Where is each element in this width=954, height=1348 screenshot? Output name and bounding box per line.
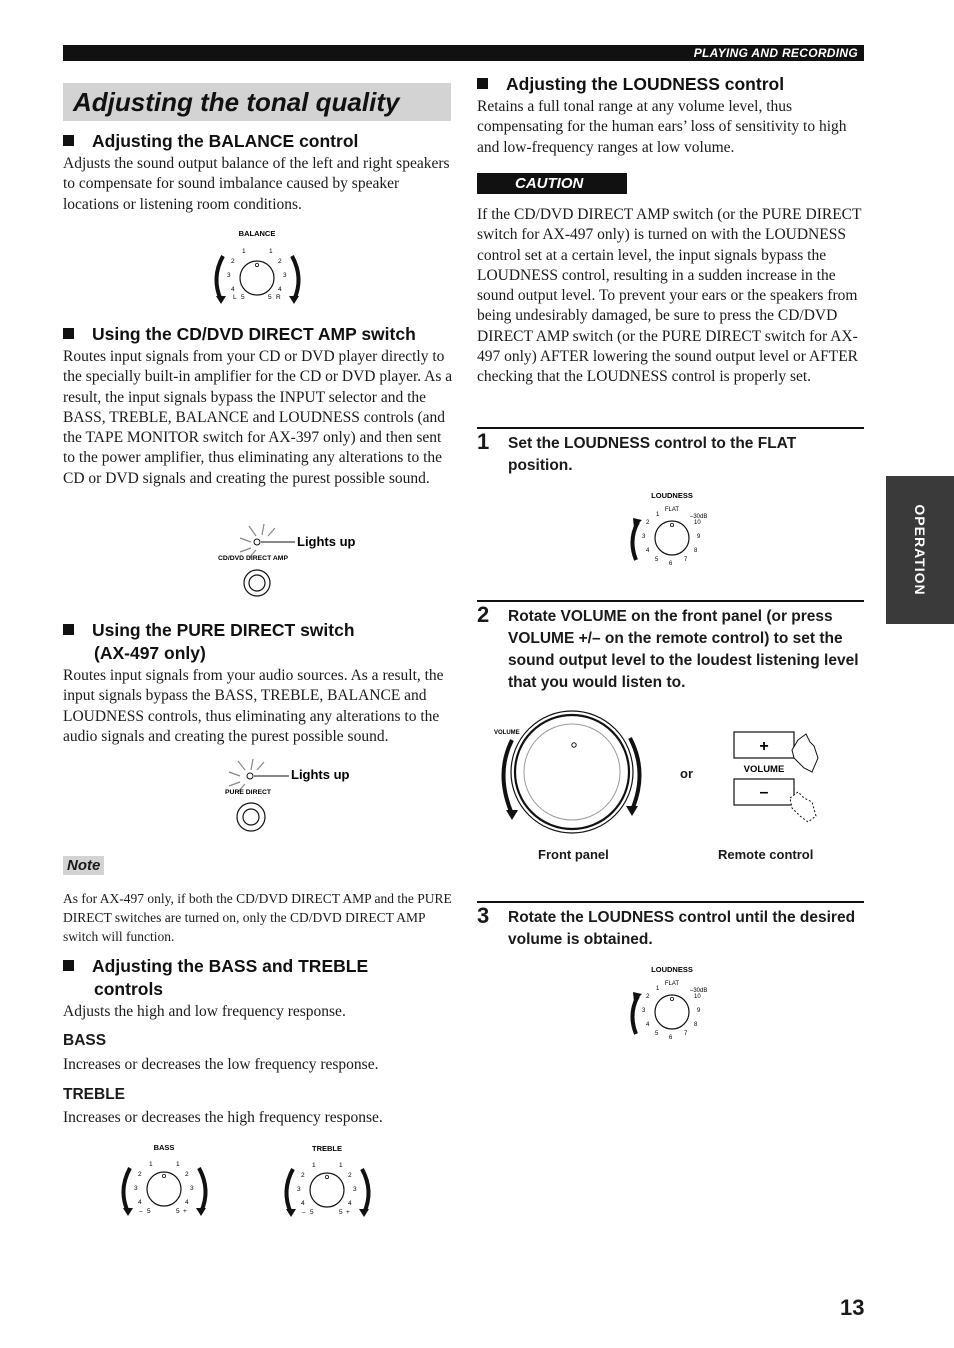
balance-knob[interactable] [240,261,274,295]
ccw-arrow-icon [123,1168,130,1212]
step-3-text: Rotate the LOUDNESS control until the desired volume is obtained. [508,909,856,948]
bass-knob[interactable] [147,1172,181,1206]
pointing-hand-icon [792,734,818,772]
svg-text:4: 4 [348,1200,352,1207]
bass-treble-heading-line1: Adjusting the BASS and TREBLE [92,956,369,976]
svg-text:4: 4 [646,548,650,554]
balance-knob-label: BALANCE [238,229,276,238]
svg-text:9: 9 [697,534,701,540]
remote-control-label: Remote control [718,847,814,862]
svg-text:4: 4 [278,286,282,293]
pure-direct-heading-line2: (AX-497 only) [94,643,206,663]
indicator-led-icon [254,539,260,545]
ccw-arrow-icon [216,256,223,300]
step-3-number: 3 [477,903,490,928]
pure-direct-heading [63,619,463,665]
cd-direct-text: Routes input signals from your CD or DVD player directly to the specially built-in amplifier for the CD or DVD player. As a result, the input signals bypass the INPUT selector and the BASS, TREBLE, BALANCE and LOUDNESS controls (and the TAPE MONITOR switch for AX-397 only) and then sent to the power amplifier, thus eliminating any alterations to the CD or DVD signals and creating the purest possible sound. [63,348,453,487]
volume-knob-figure [490,710,655,838]
loudness-heading [477,73,867,96]
svg-text:4: 4 [301,1200,305,1207]
svg-text:1: 1 [312,1162,316,1169]
bass-treble-text: Adjusts the high and low frequency response. [63,1003,346,1020]
svg-text:4: 4 [185,1199,189,1206]
svg-text:1: 1 [269,248,273,255]
volume-knob-label: VOLUME [494,730,520,736]
page-title: Adjusting the tonal quality [73,87,400,117]
side-tab[interactable] [886,476,954,624]
svg-text:7: 7 [684,1031,688,1037]
svg-text:8: 8 [694,548,698,554]
step-2-rule [477,600,864,602]
cw-arrow-icon [199,1168,206,1212]
svg-text:4: 4 [231,286,235,293]
db-label: –30dB [690,514,708,520]
svg-text:3: 3 [353,1186,357,1193]
svg-text:5: 5 [655,557,659,563]
pointing-hand-dashed-icon [790,792,816,822]
step-1-number: 1 [477,429,490,454]
pure-direct-text: Routes input signals from your audio sources. As a result, the input signals bypass the BASS, TREBLE, BALANCE and LOUDNESS controls, thus eliminating any alterations to the audio signals and creating the purest possible sound. [63,667,444,745]
bass-plus-label: + [183,1208,187,1215]
svg-text:3: 3 [134,1185,138,1192]
cd-direct-heading-text: Using the CD/DVD DIRECT AMP switch [92,324,416,344]
note-label: Note [63,856,104,875]
or-label: or [680,766,693,781]
loudness-knob-figure-1 [620,488,730,570]
flat-label: FLAT [664,507,680,513]
step-3-rule [477,901,864,903]
svg-text:2: 2 [301,1172,305,1179]
note-label-box [63,857,104,875]
bullet-square-icon [63,135,74,146]
bass-knob-figure [112,1140,217,1220]
front-panel-label: Front panel [538,847,609,862]
svg-text:1: 1 [656,512,660,518]
svg-text:1: 1 [176,1161,180,1168]
balance-knob-figure [205,228,310,308]
svg-text:7: 7 [684,557,688,563]
step-1-text: Set the LOUDNESS control to the FLAT position. [508,435,797,474]
bullet-square-icon [63,624,74,635]
pure-direct-heading-line1: Using the PURE DIRECT switch [92,620,355,640]
svg-text:1: 1 [149,1161,153,1168]
bass-knob-label: BASS [153,1143,175,1152]
minus-label: – [759,784,769,801]
svg-text:5: 5 [241,294,245,301]
bullet-square-icon [63,960,74,971]
plus-label: + [759,738,769,755]
svg-text:2: 2 [138,1171,142,1178]
pure-switch-label: PURE DIRECT [225,789,272,796]
svg-text:5: 5 [268,294,272,301]
svg-text:1: 1 [339,1162,343,1169]
page-number: 13 [840,1295,865,1320]
svg-text:4: 4 [646,1022,650,1028]
svg-text:2: 2 [646,520,650,526]
page-title-box [63,83,451,121]
remote-volume-figure [728,728,828,828]
cw-arrow-icon [362,1169,369,1213]
svg-text:5: 5 [655,1031,659,1037]
remote-volume-label: VOLUME [743,764,785,775]
svg-text:8: 8 [694,1022,698,1028]
svg-text:5: 5 [176,1208,180,1215]
loudness-knob[interactable] [655,521,689,555]
step-2-number: 2 [477,602,490,627]
caution-label: CAUTION [477,173,627,194]
balance-right-label: R [276,294,281,301]
treble-title: TREBLE [63,1086,125,1103]
ccw-arrow-icon [632,996,638,1034]
svg-text:3: 3 [642,534,646,540]
ccw-arrow-icon [632,522,638,560]
loudness-heading-text: Adjusting the LOUDNESS control [506,74,785,94]
cd-direct-heading [63,323,463,346]
pure-direct-switch-figure [220,758,380,838]
treble-minus-label: – [302,1209,306,1216]
note-text: As for AX-497 only, if both the CD/DVD DIRECT AMP and the PURE DIRECT switches are turned on, only the CD/DVD DIRECT AMP switch will function. [63,891,452,944]
step-2-text: Rotate VOLUME on the front panel (or press VOLUME +/– on the remote control) to set the sound output level to the loudest listening level that you would listen to. [508,608,859,691]
svg-text:9: 9 [697,1008,701,1014]
treble-knob-figure [275,1141,380,1221]
bullet-square-icon [63,328,74,339]
svg-text:2: 2 [231,258,235,265]
treble-knob[interactable] [310,1173,344,1207]
bass-treble-heading [63,955,463,1001]
cd-direct-switch-figure [215,522,375,602]
balance-heading-text: Adjusting the BALANCE control [92,131,359,151]
svg-text:3: 3 [190,1185,194,1192]
bass-title: BASS [63,1032,107,1049]
indicator-led-icon [247,773,253,779]
bass-minus-label: – [139,1208,143,1215]
caution-text: If the CD/DVD DIRECT AMP switch (or the PURE DIRECT switch for AX-497 only) is turned on with the LOUDNESS control set at a certain level, the input signals bypass the LOUDNESS control, resulting in a sudden increase in the sound output level. To prevent your ears or the speakers from being undesirably damaged, be sure to press the CD/DVD DIRECT AMP switch (or the PURE DIRECT switch for AX-497 only) AFTER lowering the sound output level or AFTER checking that the LOUDNESS control is properly set. [477,206,862,386]
cd-switch-label: CD/DVD DIRECT AMP [218,555,288,562]
loudness-knob[interactable] [655,995,689,1029]
svg-text:3: 3 [297,1186,301,1193]
balance-text: Adjusts the sound output balance of the left and right speakers to compensate for sound imbalance caused by speaker locations or listening room conditions. [63,155,450,213]
svg-text:5: 5 [339,1209,343,1216]
svg-text:1: 1 [656,986,660,992]
treble-text: Increases or decreases the high frequency response. [63,1109,383,1126]
svg-text:5: 5 [147,1208,151,1215]
side-tab-label: OPERATION [912,504,928,596]
svg-text:2: 2 [278,258,282,265]
loudness-knob-figure-2 [620,962,730,1044]
svg-text:5: 5 [310,1209,314,1216]
treble-knob-label: TREBLE [312,1144,342,1153]
loudness-knob-label: LOUDNESS [651,491,693,500]
treble-plus-label: + [346,1209,350,1216]
step-1-rule [477,427,864,429]
flat-label: FLAT [664,981,680,987]
svg-text:3: 3 [642,1008,646,1014]
cd-lights-up-label: Lights up [297,534,356,549]
svg-text:10: 10 [694,994,701,1000]
bass-treble-heading-line2: controls [94,979,164,999]
section-title: PLAYING AND RECORDING [693,46,858,60]
svg-text:6: 6 [669,1035,673,1041]
loudness-knob-label: LOUDNESS [651,965,693,974]
svg-text:3: 3 [227,272,231,279]
header-bar [63,45,864,61]
svg-text:10: 10 [694,520,701,526]
svg-text:2: 2 [348,1172,352,1179]
svg-text:6: 6 [669,561,673,567]
svg-text:4: 4 [138,1199,142,1206]
svg-text:2: 2 [646,994,650,1000]
bullet-square-icon [477,78,488,89]
svg-text:3: 3 [283,272,287,279]
loudness-text: Retains a full tonal range at any volume level, thus compensating for the human ears’ loss of sensitivity to high and low-frequency ranges at low volume. [477,98,847,156]
bass-text: Increases or decreases the low frequency response. [63,1056,379,1073]
pure-lights-up-label: Lights up [291,767,350,782]
balance-left-label: L [233,294,237,301]
db-label: –30dB [690,988,708,994]
svg-text:2: 2 [185,1171,189,1178]
ccw-arrow-icon [286,1169,293,1213]
balance-heading [63,130,453,153]
svg-text:1: 1 [242,248,246,255]
cw-arrow-icon [292,256,299,300]
